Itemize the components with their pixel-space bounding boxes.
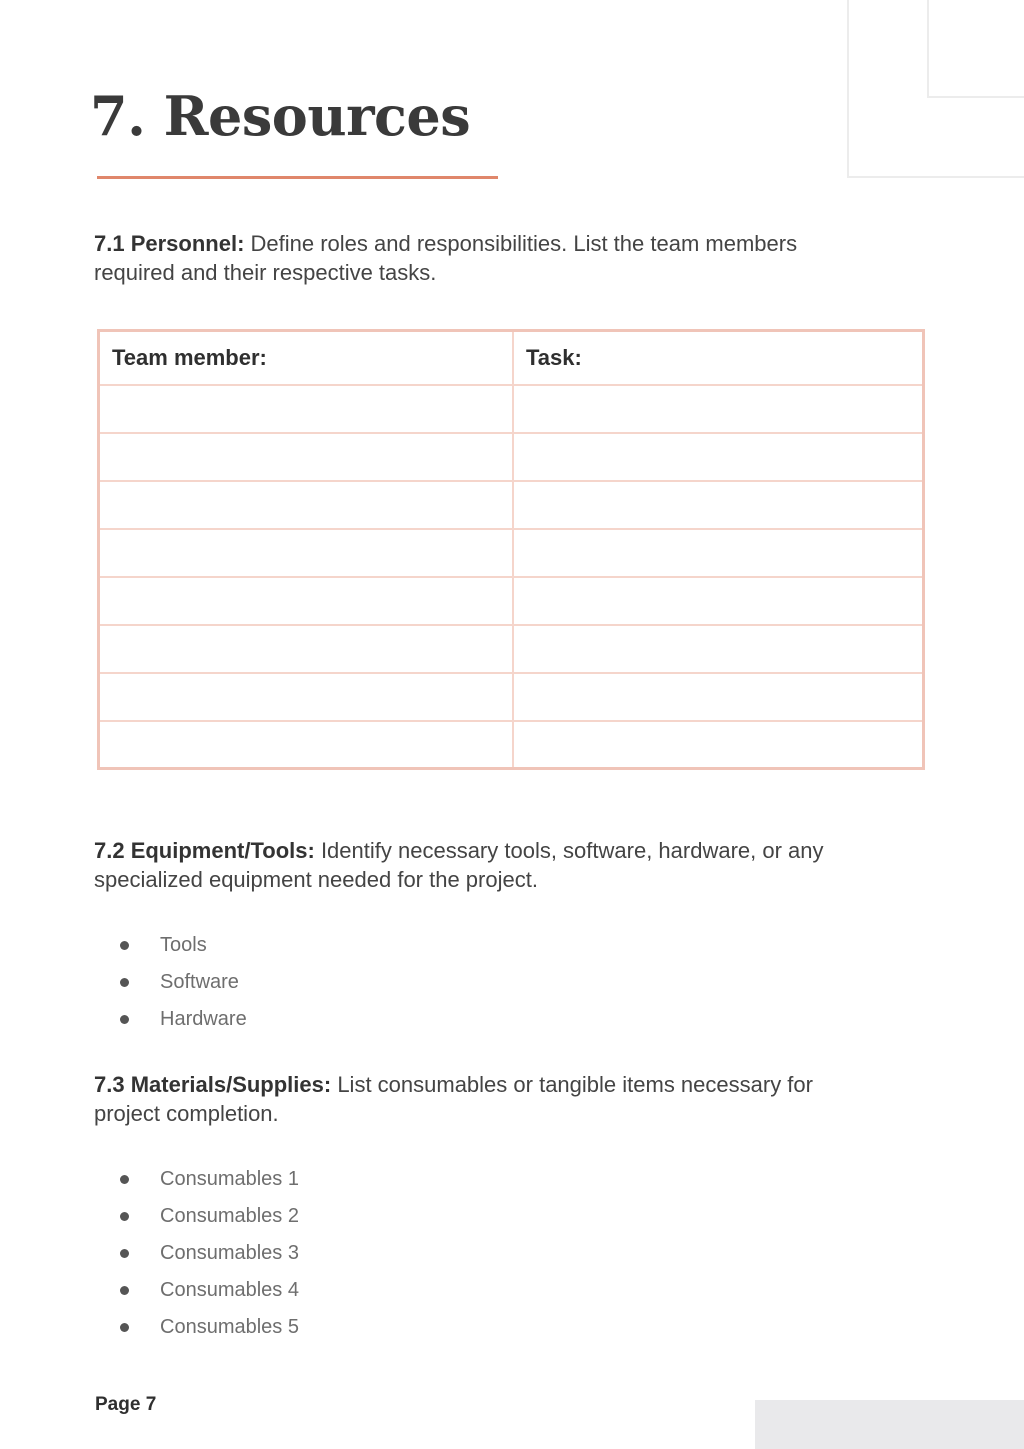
team-member-header: Team member: bbox=[99, 331, 514, 385]
team-member-cell[interactable] bbox=[99, 385, 514, 433]
team-member-cell[interactable] bbox=[99, 625, 514, 673]
team-member-cell[interactable] bbox=[99, 673, 514, 721]
table-row bbox=[99, 625, 924, 673]
table-row bbox=[99, 433, 924, 481]
list-item-label: Consumables 2 bbox=[160, 1205, 299, 1227]
table-row bbox=[99, 577, 924, 625]
task-cell[interactable] bbox=[513, 433, 924, 481]
task-cell[interactable] bbox=[513, 481, 924, 529]
table-row bbox=[99, 673, 924, 721]
materials-heading: 7.3 Materials/Supplies: bbox=[94, 1072, 332, 1097]
task-cell[interactable] bbox=[513, 577, 924, 625]
task-cell[interactable] bbox=[513, 673, 924, 721]
team-member-cell[interactable] bbox=[99, 481, 514, 529]
bullet-icon bbox=[120, 1015, 129, 1024]
decorative-frame-inner bbox=[927, 0, 1024, 98]
page-number: Page 7 bbox=[95, 1394, 157, 1415]
task-cell[interactable] bbox=[513, 529, 924, 577]
task-cell[interactable] bbox=[513, 721, 924, 769]
decorative-footer-block bbox=[755, 1400, 1024, 1449]
team-member-cell[interactable] bbox=[99, 433, 514, 481]
bullet-icon bbox=[120, 941, 129, 950]
materials-text: List consumables or tangible items necessary for project completion. bbox=[94, 1072, 813, 1126]
bullet-icon bbox=[120, 1212, 129, 1221]
list-item-label: Hardware bbox=[160, 1008, 247, 1030]
equipment-text: Identify necessary tools, software, hardware, or any specialized equipment needed for the project. bbox=[94, 838, 824, 892]
task-cell[interactable] bbox=[513, 625, 924, 673]
team-member-cell[interactable] bbox=[99, 721, 514, 769]
list-item-label: Tools bbox=[160, 934, 207, 956]
bullet-icon bbox=[120, 1323, 129, 1332]
page-title: 7. Resources bbox=[90, 84, 471, 148]
title-underline bbox=[97, 176, 498, 179]
list-item-label: Consumables 4 bbox=[160, 1279, 299, 1301]
bullet-icon bbox=[120, 1175, 129, 1184]
bullet-icon bbox=[120, 978, 129, 987]
list-item-label: Consumables 3 bbox=[160, 1242, 299, 1264]
task-header: Task: bbox=[513, 331, 924, 385]
table-row bbox=[99, 721, 924, 769]
list-item-label: Software bbox=[160, 971, 239, 993]
personnel-text: Define roles and responsibilities. List the team members required and their respective tasks. bbox=[94, 231, 798, 285]
team-task-table bbox=[97, 329, 925, 770]
equipment-heading: 7.2 Equipment/Tools: bbox=[94, 838, 315, 863]
team-member-cell[interactable] bbox=[99, 529, 514, 577]
task-cell[interactable] bbox=[513, 385, 924, 433]
bullet-icon bbox=[120, 1249, 129, 1258]
equipment-paragraph bbox=[94, 836, 874, 894]
table-row bbox=[99, 481, 924, 529]
personnel-heading: 7.1 Personnel: bbox=[94, 231, 245, 256]
personnel-paragraph bbox=[94, 229, 874, 287]
bullet-icon bbox=[120, 1286, 129, 1295]
list-item-label: Consumables 5 bbox=[160, 1316, 299, 1338]
list-item-label: Consumables 1 bbox=[160, 1168, 299, 1190]
team-member-cell[interactable] bbox=[99, 577, 514, 625]
table-header-row bbox=[99, 331, 924, 385]
table-row bbox=[99, 385, 924, 433]
table-row bbox=[99, 529, 924, 577]
materials-paragraph bbox=[94, 1070, 874, 1128]
